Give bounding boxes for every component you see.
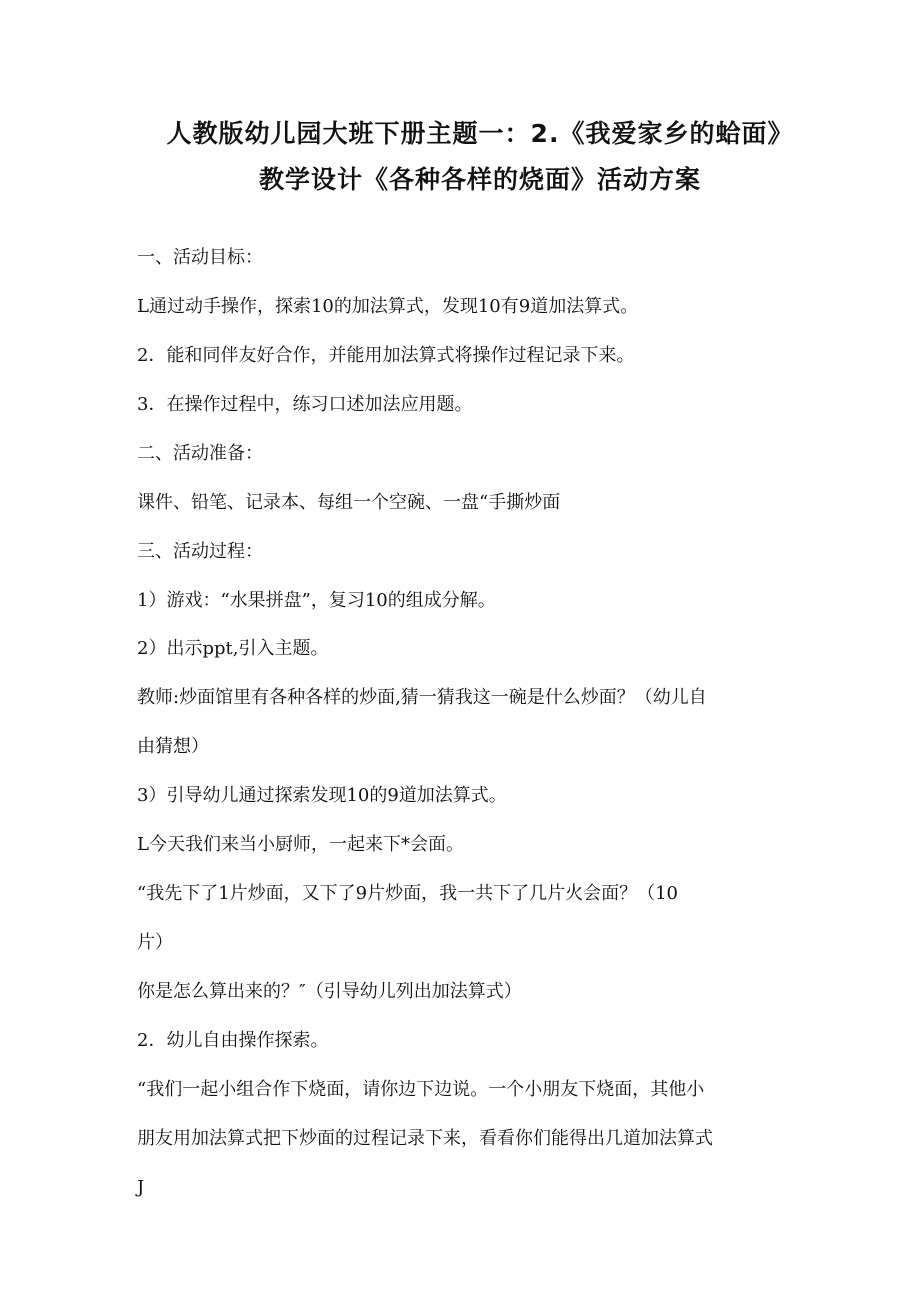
goal-item-1: L通过动手操作，探索10的加法算式，发现10有9道加法算式。: [137, 296, 639, 317]
step-3-item-1: L今天我们来当小厨师，一起来下*会面。: [137, 834, 464, 855]
group-work-line: “我们一起小组合作下烧面，请你边下边说。一个小朋友下烧面，其他小: [137, 1079, 705, 1100]
dialogue-line: “我先下了1片炒面，又下了9片炒面，我一共下了几片火会面？（10: [137, 883, 679, 904]
teacher-line-continued: 由猜想）: [137, 736, 209, 757]
process-step-2: 2）出示ppt,引入主题。: [137, 638, 329, 659]
goal-item-3: 3．在操作过程中，练习口述加法应用题。: [137, 394, 473, 415]
group-work-line-continued: 朋友用加法算式把下炒面的过程记录下来，看看你们能得出几道加法算式: [137, 1128, 713, 1149]
group-work-line-end: J: [137, 1177, 145, 1198]
goal-item-2: 2．能和同伴友好合作，并能用加法算式将操作过程记录下来。: [137, 345, 635, 366]
section-heading-preparation: 二、活动准备：: [137, 443, 263, 464]
section-heading-goals: 一、活动目标：: [137, 247, 263, 268]
process-step-3: 3）引导幼儿通过探索发现10的9道加法算式。: [137, 785, 507, 806]
dialogue-line-continued: 片）: [137, 932, 173, 953]
preparation-text: 课件、铅笔、记录本、每组一个空碗、一盘“手撕炒面: [137, 492, 561, 513]
section-heading-process: 三、活动过程：: [137, 541, 263, 562]
step-3-item-2: 2．幼儿自由操作探索。: [137, 1030, 329, 1051]
document-title-line-2: 教学设计《各种各样的烧面》活动方案: [258, 165, 701, 194]
process-step-1: 1）游戏：“水果拼盘”，复习10的组成分解。: [137, 590, 496, 611]
document-title-line-1: 人教版幼儿园大班下册主题一：2.《我爱家乡的蛤面》: [166, 119, 794, 148]
teacher-line: 教师:炒面馆里有各种各样的炒面,猜一猜我这一碗是什么炒面？（幼儿自: [137, 687, 707, 708]
question-line: 你是怎么算出来的？″（引导幼儿列出加法算式）: [137, 981, 522, 1002]
